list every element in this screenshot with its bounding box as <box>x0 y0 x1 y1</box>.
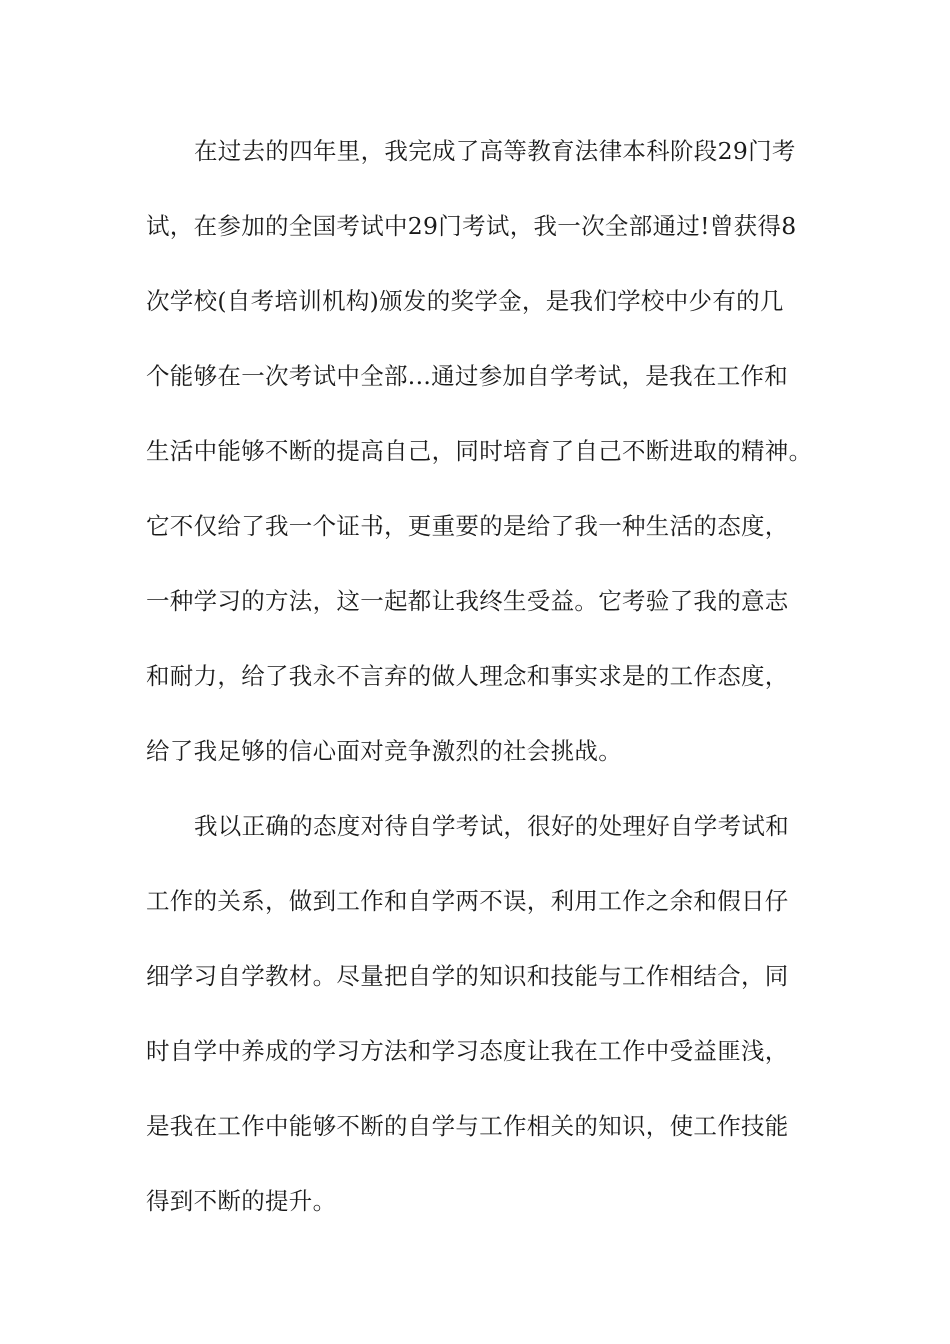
paragraph-line: 生活中能够不断的提高自己，同时培育了自己不断进取的精神。 <box>146 437 813 465</box>
paragraph-line: 在过去的四年里，我完成了高等教育法律本科阶段29门考 <box>194 137 796 165</box>
paragraph-line: 工作的关系，做到工作和自学两不误，利用工作之余和假日仔 <box>146 887 789 915</box>
paragraph-line: 和耐力，给了我永不言弃的做人理念和事实求是的工作态度， <box>146 662 789 690</box>
paragraph-line: 次学校(自考培训机构)颁发的奖学金，是我们学校中少有的几 <box>146 287 784 315</box>
paragraph-line: 个能够在一次考试中全部...通过参加自学考试，是我在工作和 <box>146 362 789 390</box>
paragraph-line: 它不仅给了我一个证书，更重要的是给了我一种生活的态度， <box>146 512 789 540</box>
paragraph-line: 试，在参加的全国考试中29门考试，我一次全部通过!曾获得8 <box>146 212 797 240</box>
paragraph-line: 细学习自学教材。尽量把自学的知识和技能与工作相结合，同 <box>146 962 789 990</box>
paragraph-line: 是我在工作中能够不断的自学与工作相关的知识，使工作技能 <box>146 1112 789 1140</box>
paragraph-line: 一种学习的方法，这一起都让我终生受益。它考验了我的意志 <box>146 587 789 615</box>
paragraph-line: 时自学中养成的学习方法和学习态度让我在工作中受益匪浅， <box>146 1037 789 1065</box>
paragraph-line: 得到不断的提升。 <box>146 1187 337 1215</box>
paragraph-line: 我以正确的态度对待自学考试，很好的处理好自学考试和 <box>194 812 789 840</box>
paragraph-line: 给了我足够的信心面对竞争激烈的社会挑战。 <box>146 737 622 765</box>
